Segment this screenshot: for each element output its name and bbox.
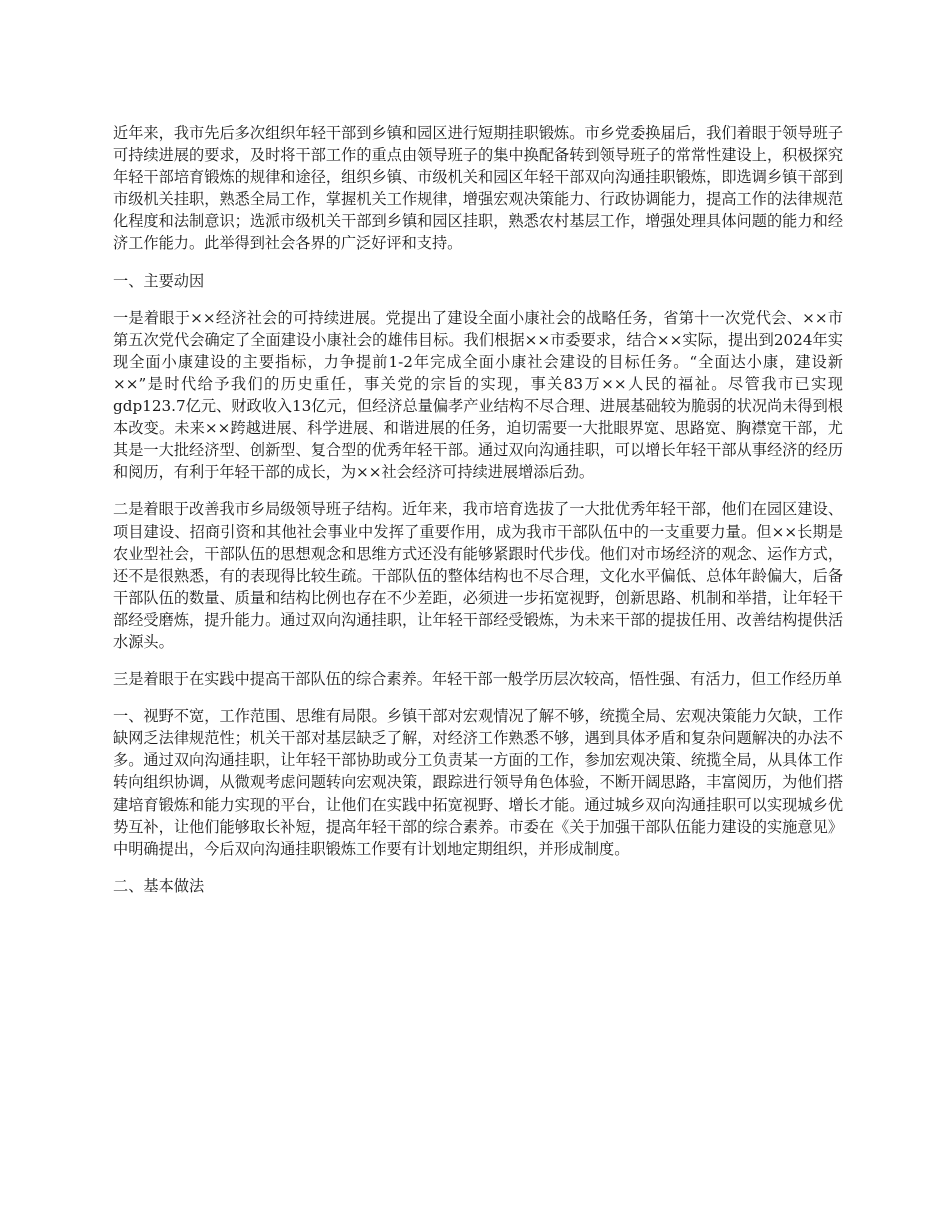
motive-paragraph-2: 二是着眼于改善我市乡局级领导班子结构。近年来，我市培育选拔了一大批优秀年轻干部，他们在园区建设、项目建设、招商引资和其他社会事业中发挥了重要作用，成为我市干部队伍中的一支重要力量。但××长期是农业型社会，干部队伍的思想观念和思维方式还没有能够紧跟时代步伐。他们对市场经济的观念、运作方式，还不是很熟悉，有的表现得比较生疏。干部队伍的整体结构也不尽合理，文化水平偏低、总体年龄偏大，后备干部队伍的数量、质量和结构比例也存在不少差距，必须进一步拓宽视野，创新思路、机制和举措，让年轻干部经受磨炼，提升能力。通过双向沟通挂职，让年轻干部经受锻炼，为未来干部的提拔任用、改善结构提供活水源头。 (113, 500, 843, 651)
limitation-paragraph: 一、视野不宽，工作范围、思维有局限。乡镇干部对宏观情况了解不够，统揽全局、宏观决策能力欠缺，工作缺网乏法律规范性；机关干部对基层缺乏了解，对经济工作熟悉不够，遇到具体矛盾和复杂问题解决的办法不多。通过双向沟通挂职，让年轻干部协助或分工负责某一方面的工作，参加宏观决策、统揽全局，从具体工作转向组织协调，从微观考虑问题转向宏观决策，跟踪进行领导角色体验，不断开阔思路，丰富阅历，为他们搭建培育锻炼和能力实现的平台，让他们在实践中拓宽视野、增长才能。通过城乡双向沟通挂职可以实现城乡优势互补，让他们能够取长补短，提高年轻干部的综合素养。市委在《关于加强干部队伍能力建设的实施意见》中明确提出，今后双向沟通挂职锻炼工作要有计划地定期组织，并形成制度。 (113, 707, 843, 858)
section-heading-main-motives: 一、主要动因 (113, 271, 205, 290)
section-heading-basic-practices: 二、基本做法 (113, 876, 205, 895)
motive-paragraph-3: 三是着眼于在实践中提高干部队伍的综合素养。年轻干部一般学历层次较高，悟性强、有活力，但工作经历单 (113, 670, 842, 689)
motive-paragraph-1: 一是着眼于××经济社会的可持续进展。党提出了建设全面小康社会的战略任务，省第十一次党代会、××市第五次党代会确定了全面建设小康社会的雄伟目标。我们根据××市委要求，结合××实际，提出到2024年实现全面小康建设的主要指标，力争提前1-2年完成全面小康社会建设的目标任务。“全面达小康，建设新××”是时代给予我们的历史重任，事关党的宗旨的实现，事关83万××人民的福祉。尽管我市已实现gdp123.7亿元、财政收入13亿元，但经济总量偏孝产业结构不尽合理、进展基础较为脆弱的状况尚未得到根本改变。未来××跨越进展、科学进展、和谐进展的任务，迫切需要一大批眼界宽、思路宽、胸襟宽干部，尤其是一大批经济型、创新型、复合型的优秀年轻干部。通过双向沟通挂职，可以增长年轻干部从事经济的经历和阅历，有利于年轻干部的成长，为××社会经济可持续进展增添后劲。 (113, 308, 843, 482)
document-body (113, 122, 843, 912)
intro-paragraph: 近年来，我市先后多次组织年轻干部到乡镇和园区进行短期挂职锻炼。市乡党委换届后，我们着眼于领导班子可持续进展的要求，及时将干部工作的重点由领导班子的集中换配备转到领导班子的常常性建设上，积极探究年轻干部培育锻炼的规律和途径，组织乡镇、市级机关和园区年轻干部双向沟通挂职锻炼，即选调乡镇干部到市级机关挂职，熟悉全局工作，掌握机关工作规律，增强宏观决策能力、行政协调能力，提高工作的法律规范化程度和法制意识；选派市级机关干部到乡镇和园区挂职，熟悉农村基层工作，增强处理具体问题的能力和经济工作能力。此举得到社会各界的广泛好评和支持。 (113, 124, 843, 253)
